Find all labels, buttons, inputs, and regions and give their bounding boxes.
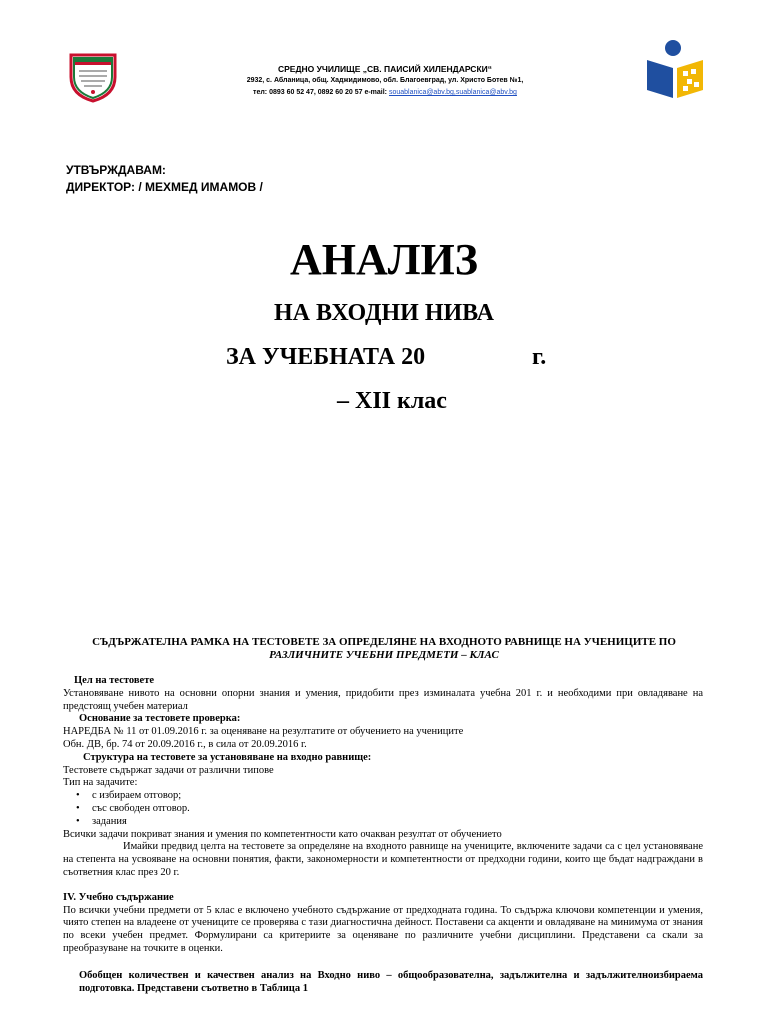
contact-phones: тел: 0893 60 52 47, 0892 60 20 57 e-mail: <box>253 89 388 96</box>
content-paragraph: По всички учебни предмети от 5 клас е включено учебното съдържание от предходната година. То съдържа ключови компетенции и умения, чиято степен на владеене от учениците се проверява с тази диагностична дейност. Поставени са акценти и овладяване на минимума от знания по всеки учебен предмет. Формулирани са критериите за оценяване по различните учебни дисциплини. Представени са скали за преобразуване на точките в оценки. <box>63 904 703 954</box>
content-heading: IV. Учебно съдържание <box>63 891 174 903</box>
school-contact <box>150 89 620 96</box>
list-item: • с избираем отговор; <box>76 790 703 803</box>
school-address: 2932, с. Абланица, общ. Хаджидимово, обл. Благоевград, ул. Христо Ботев №1, <box>246 77 524 84</box>
basis-line1: НАРЕДБА № 11 от 01.09.2016 г. за оценяване на резултатите от обучението на учениците <box>63 726 464 738</box>
year-suffix: г. <box>532 344 547 370</box>
class-line: – XII клас <box>337 388 447 414</box>
purpose-paragraph: Имайки предвид целта на тестовете за определяне на входното равнище на учениците, включените задачи са с цел установяване на степента на усвояване на основни понятия, факти, закономерности и компетентности от предходни години, които ще бъдат надграждани в съответния клас през 20 г. <box>63 841 703 878</box>
document-subtitle: НА ВХОДНИ НИВА <box>273 300 494 326</box>
document-title: АНАЛИЗ <box>289 235 478 284</box>
basis-line2: Обн. ДВ, бр. 74 от 20.09.2016 г., в сила от 20.09.2016 г. <box>63 738 307 750</box>
goal-text: Установяване нивото на основни опорни знания и умения, придобити през изминалата учебна 201 г. и необходими при овладяване на предстоящ учебен материал <box>63 687 703 712</box>
structure-line1: Тестовете съдържат задачи от различни типове <box>63 764 274 776</box>
cover-line: Всички задачи покриват знания и умения по компетентности като очакван резултат от обучението <box>63 828 502 840</box>
school-year-line <box>226 344 547 371</box>
list-item: • задания <box>76 816 703 829</box>
school-crest-logo <box>65 47 121 103</box>
frame-heading-line1: СЪДЪРЖАТЕЛНА РАМКА НА ТЕСТОВЕТЕ ЗА ОПРЕДЕЛЯНЕ НА ВХОДНОТО РАВНИЩЕ НА УЧЕНИЦИТЕ ПО <box>92 636 676 648</box>
school-year-text: ЗА УЧЕБНАТА 20 <box>226 344 426 370</box>
list-item: • със свободен отговор. <box>76 803 703 816</box>
approval-label: УТВЪРЖДАВАМ: <box>66 163 166 177</box>
structure-line2: Тип на задачите: <box>63 777 138 789</box>
goal-heading: Цел на тестовете <box>74 675 155 686</box>
email-link[interactable]: souablanica@abv.bg,suablanica@abv.bg <box>388 89 517 96</box>
education-book-logo <box>643 38 709 100</box>
basis-heading: Основание за тестовете проверка: <box>79 713 241 725</box>
director-line: ДИРЕКТОР: / МЕХМЕД ИМАМОВ / <box>66 180 263 194</box>
task-type-list <box>63 790 703 828</box>
school-name: СРЕДНО УЧИЛИЩЕ „СВ. ПАИСИЙ ХИЛЕНДАРСКИ“ <box>278 64 492 74</box>
structure-heading: Структура на тестовете за установяване на входно равнище: <box>83 751 372 763</box>
frame-heading-line2: РАЗЛИЧНИТЕ УЧЕБНИ ПРЕДМЕТИ – КЛАС <box>269 649 499 661</box>
document-body <box>63 675 703 995</box>
summary-heading: Обобщен количествен и качествен анализ на Входно ниво – общообразователна, задължителна и задължителноизбираема подготовка. Представени съответно в Таблица 1 <box>79 969 703 994</box>
